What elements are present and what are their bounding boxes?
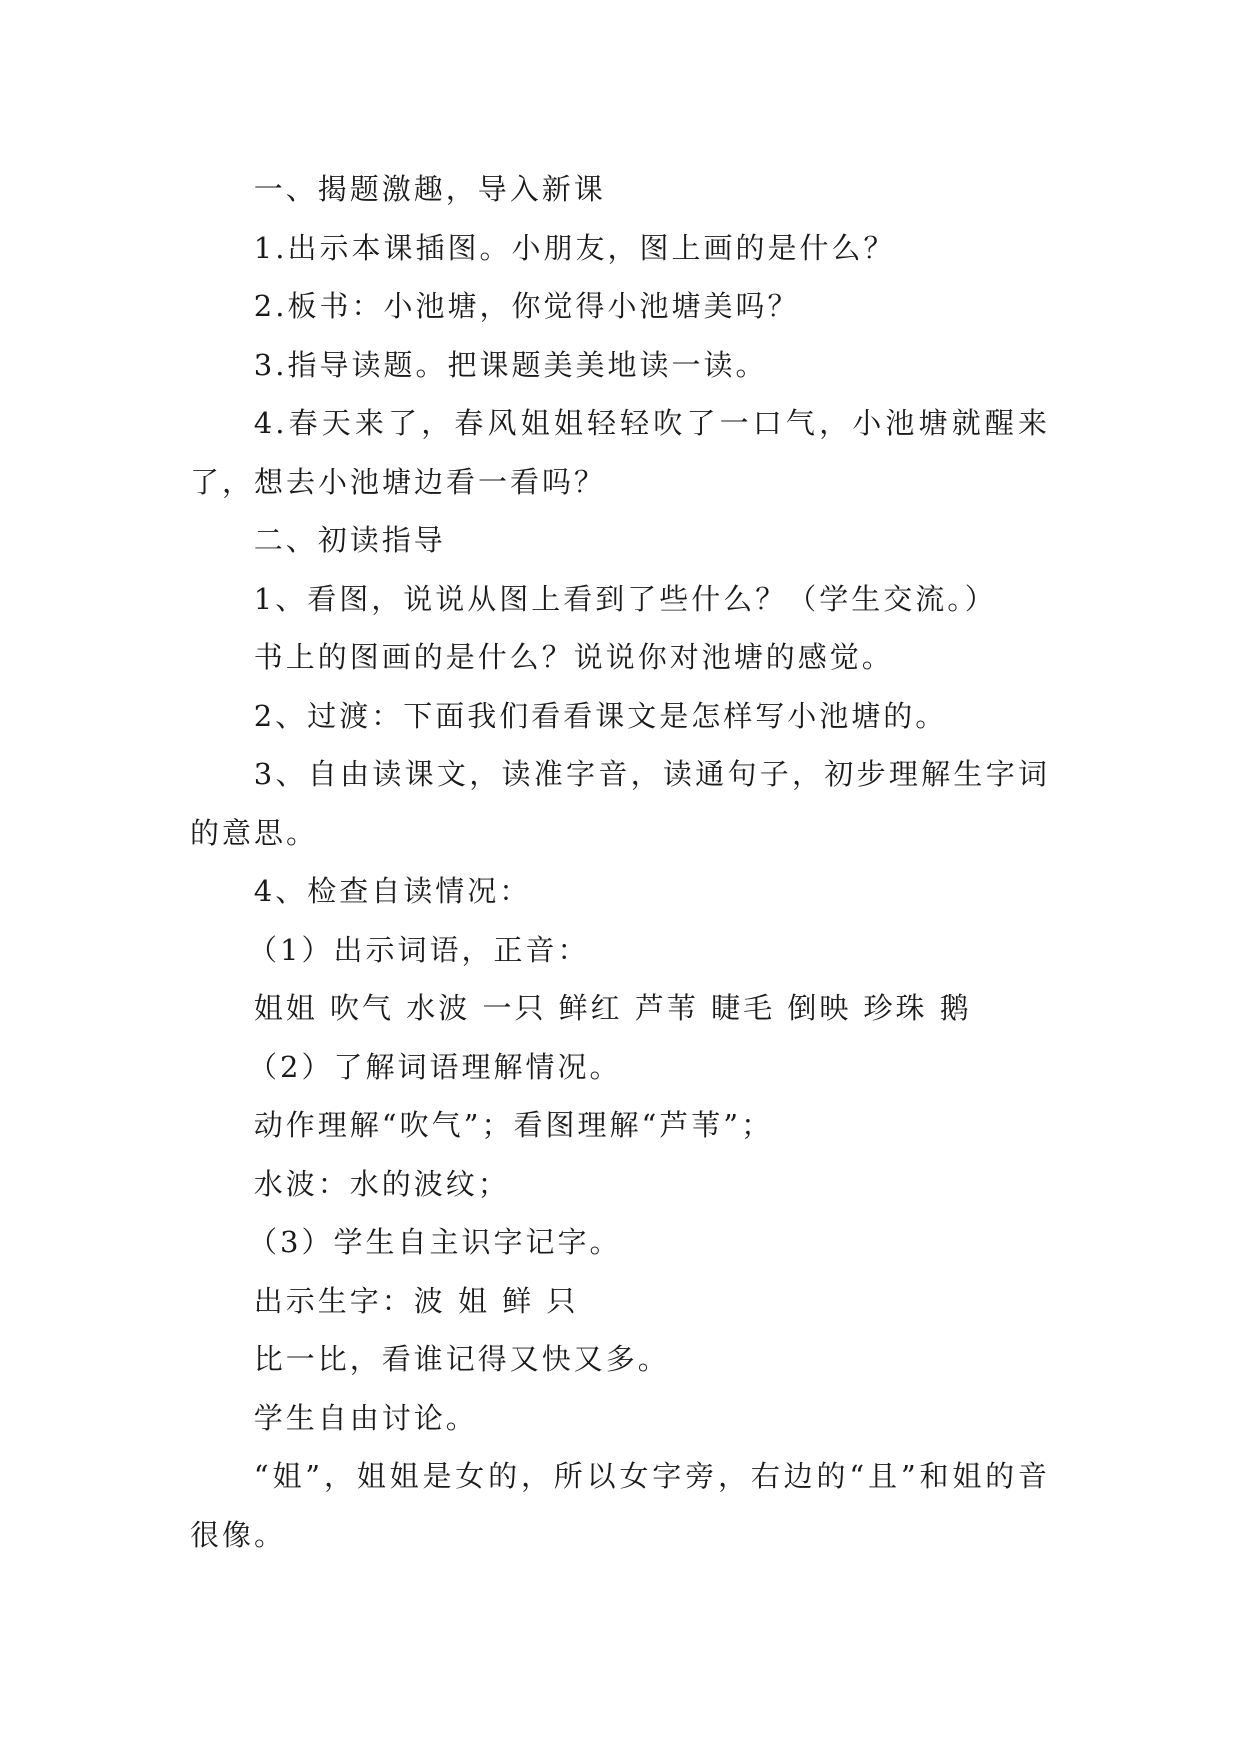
- paragraph: 3.指导读题。把课题美美地读一读。: [253, 347, 768, 382]
- word-list: 姐姐 吹气 水波 一只 鲜红 芦苇 睫毛 倒映 珍珠 鹅: [253, 991, 972, 1025]
- paragraph: 2.板书：小池塘，你觉得小池塘美吗？: [253, 289, 800, 323]
- paragraph: 3、自由读课文，读准字音，读通句子，初步理解生字词的意思。: [190, 757, 1050, 850]
- paragraph: 1.出示本课插图。小朋友，图上画的是什么？: [253, 230, 896, 265]
- sub-item-2: （2）了解词语理解情况。: [248, 1049, 622, 1084]
- paragraph: 书上的图画的是什么？说说你对池塘的感觉。: [253, 640, 894, 674]
- paragraph: 水波：水的波纹；: [253, 1166, 510, 1201]
- section-heading-2: 二、初读指导: [253, 523, 446, 557]
- paragraph: 比一比，看谁记得又快又多。: [253, 1342, 670, 1376]
- paragraph: 4.春天来了，春风姐姐轻轻吹了一口气，小池塘就醒来了，想去小池塘边看一看吗？: [190, 406, 1050, 499]
- sub-item-3: （3）学生自主识字记字。: [248, 1225, 622, 1259]
- character-list: 出示生字：波 姐 鲜 只: [253, 1283, 579, 1318]
- sub-item-1: （1）出示词语，正音：: [248, 932, 590, 967]
- document-body: [190, 160, 1050, 1564]
- section-heading-1: 一、揭题激趣，导入新课: [253, 172, 606, 206]
- paragraph: 2、过渡：下面我们看看课文是怎样写小池塘的。: [253, 698, 948, 733]
- paragraph: “姐”，姐姐是女的，所以女字旁，右边的“且”和姐的音很像。: [190, 1459, 1050, 1552]
- paragraph: 4、检查自读情况：: [253, 874, 532, 908]
- paragraph: 学生自由讨论。: [253, 1400, 478, 1435]
- paragraph: 动作理解“吹气”；看图理解“芦苇”；: [253, 1108, 774, 1142]
- paragraph: 1、看图，说说从图上看到了些什么？（学生交流。）: [253, 581, 997, 616]
